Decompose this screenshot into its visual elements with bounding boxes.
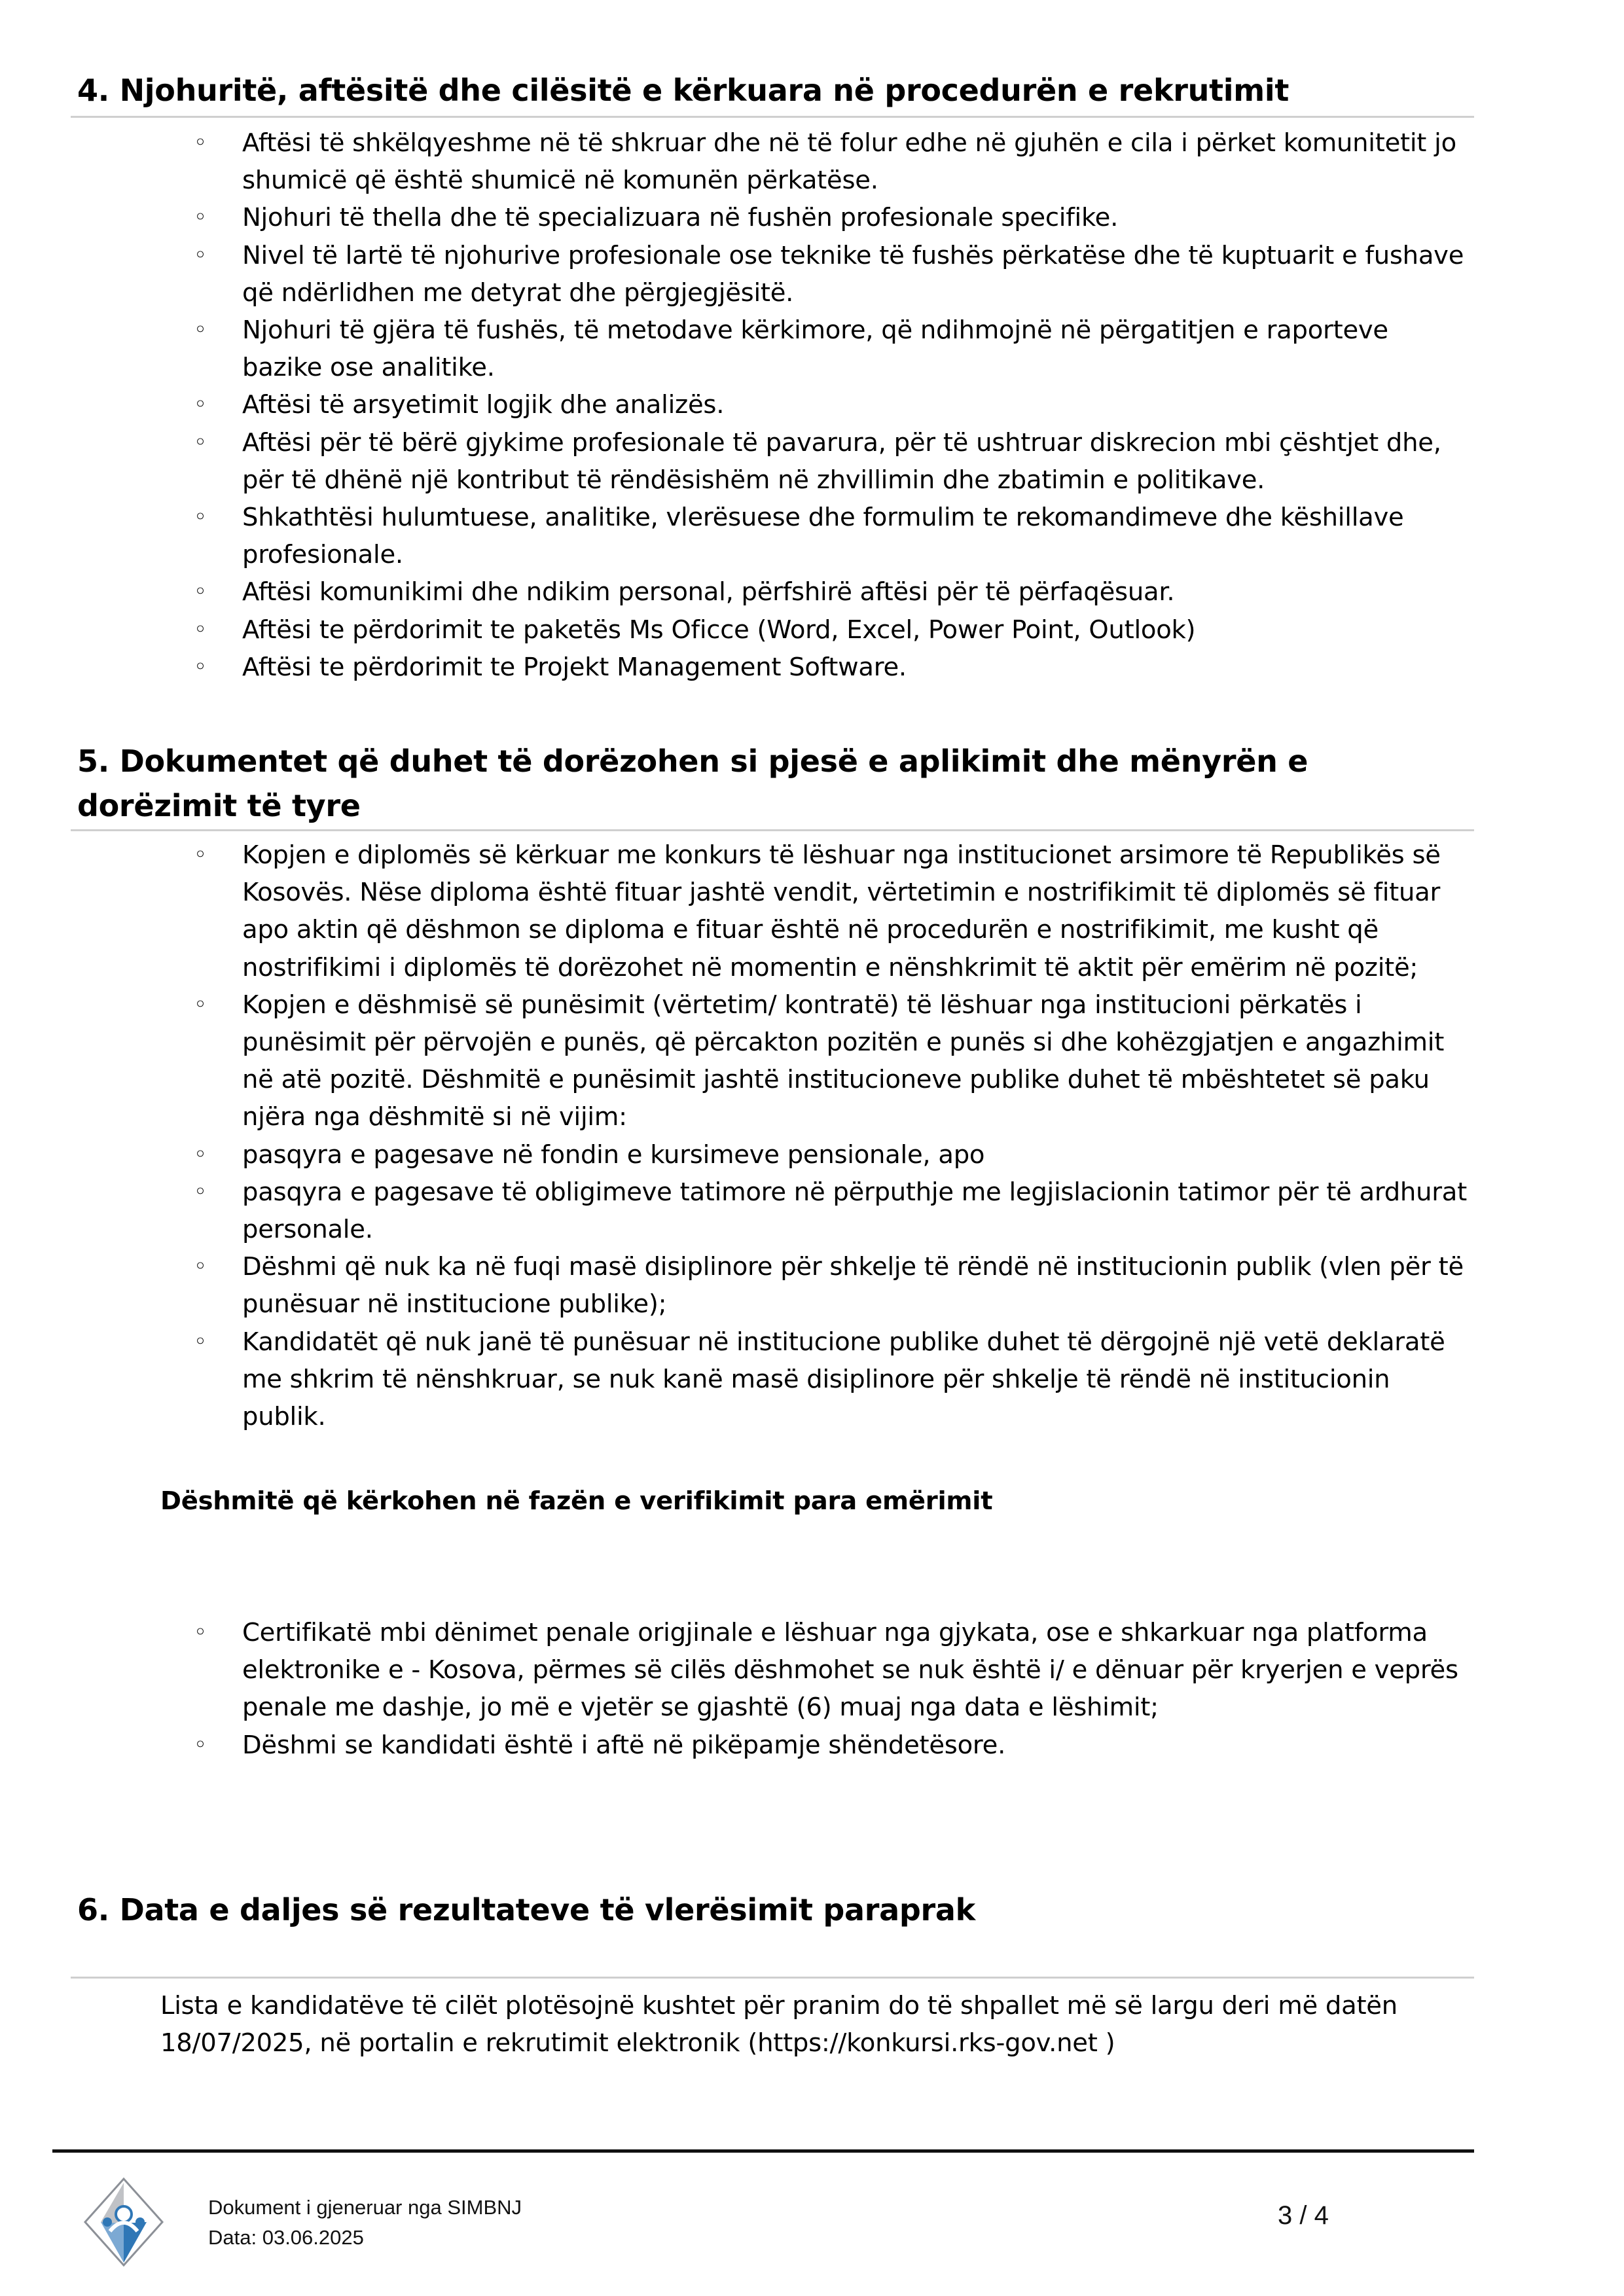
list-item-text: Njohuri të thella dhe të specializuara në fushën profesionale specifike. — [242, 203, 1119, 233]
list-item-text: Aftësi te përdorimit te paketës Ms Oficce (Word, Excel, Power Point, Outlook) — [242, 615, 1196, 645]
bullet-icon: ◦ — [194, 1253, 207, 1280]
list-item — [0, 1248, 1624, 1323]
list-item — [0, 649, 1624, 686]
bullet-icon: ◦ — [194, 391, 207, 418]
bullet-icon: ◦ — [194, 130, 207, 156]
list-item — [0, 237, 1624, 312]
list-item — [0, 611, 1624, 649]
list-item-text: pasqyra e pagesave në fondin e kursimeve pensionale, apo — [242, 1139, 985, 1170]
list-item — [0, 1174, 1624, 1248]
list-item — [0, 1136, 1624, 1174]
footer-generated-by: Dokument i gjeneruar nga SIMBNJ — [208, 2196, 522, 2219]
list-item-text: Nivel të lartë të njohurive profesionale ose teknike të fushës përkatëse dhe të kuptuarit e fushave që ndërlidhen me detyrat dhe përgjegjësitë. — [242, 240, 1464, 308]
list-item — [0, 573, 1624, 611]
bullet-icon: ◦ — [194, 579, 207, 605]
section-5-heading: 5. Dokumentet që duhet të dorëzohen si pjesë e aplikimit dhe mënyrën e dorëzimit të tyre — [77, 744, 1308, 823]
footer-info — [208, 2193, 522, 2253]
list-item-text: Shkathtësi hulumtuese, analitike, vlerësuese dhe formulim te rekomandimeve dhe këshillave profesionale. — [242, 503, 1404, 570]
list-item-text: Njohuri të gjëra të fushës, të metodave kërkimore, që ndihmojnë në përgatitjen e raporteve bazike ose analitike. — [242, 315, 1388, 383]
bullet-icon: ◦ — [194, 504, 207, 531]
list-item — [0, 312, 1624, 386]
list-item — [0, 386, 1624, 423]
list-item — [0, 1727, 1624, 1764]
list-item-text: Aftësi komunikimi dhe ndikim personal, përfshirë aftësi për të përfaqësuar. — [242, 577, 1175, 607]
bullet-icon: ◦ — [194, 242, 207, 268]
list-item — [0, 836, 1624, 986]
bullet-icon: ◦ — [194, 1178, 207, 1205]
section-6-divider — [71, 1977, 1474, 1979]
bullet-icon: ◦ — [194, 204, 207, 231]
bullet-icon: ◦ — [194, 1141, 207, 1168]
section-5-divider — [71, 829, 1474, 831]
bullet-icon: ◦ — [194, 991, 207, 1018]
section-4-divider — [71, 116, 1474, 118]
verification-list — [0, 1614, 1624, 1764]
list-item — [0, 1614, 1624, 1727]
section-4-heading: 4. Njohuritë, aftësitë dhe cilësitë e kërkuara në procedurën e rekrutimit — [77, 73, 1290, 108]
list-item-text: Aftësi të arsyetimit logjik dhe analizës. — [242, 390, 725, 420]
list-item-text: Aftësi të shkëlqyeshme në të shkruar dhe në të folur edhe në gjuhën e cila i përket komunitetit jo shumicë që është shumicë në komunën përkatëse. — [242, 128, 1456, 196]
bullet-icon: ◦ — [194, 317, 207, 344]
bullet-icon: ◦ — [194, 1731, 207, 1758]
footer-date: Data: 03.06.2025 — [208, 2226, 364, 2249]
list-item — [0, 124, 1624, 199]
page-number: 3 / 4 — [1278, 2201, 1329, 2230]
list-item — [0, 1323, 1624, 1436]
footer-divider — [52, 2149, 1474, 2153]
section-5-list — [0, 836, 1624, 1435]
list-item-text: Kandidatët që nuk janë të punësuar në institucione publike duhet të dërgojnë një vetë deklaratë me shkrim të nënshkruar, se nuk kanë masë disiplinore për shkelje të rëndë në institucionin publik. — [242, 1327, 1445, 1432]
bullet-icon: ◦ — [194, 1619, 207, 1645]
list-item — [0, 199, 1624, 236]
list-item-text: pasqyra e pagesave të obligimeve tatimore në përputhje me legjislacionin tatimor për të ardhurat personale. — [242, 1177, 1467, 1245]
list-item-text: Aftësi për të bërë gjykime profesionale të pavarura, për të ushtruar diskrecion mbi çështjet dhe, për të dhënë një kontribut të rëndësishëm në zhvillimin dhe zbatimin e politikave. — [242, 427, 1441, 495]
bullet-icon: ◦ — [194, 1328, 207, 1355]
list-item-text: Dëshmi se kandidati është i aftë në pikëpamje shëndetësore. — [242, 1730, 1006, 1760]
bullet-icon: ◦ — [194, 429, 207, 456]
list-item-text: Kopjen e diplomës së kërkuar me konkurs të lëshuar nga institucionet arsimore të Republikës së Kosovës. Nëse diploma është fituar jashtë vendit, vërtetimin e nostrifikimit të diplomës së fituar apo aktin që dëshmon se diploma e fituar është në procedurën e nostrifikimit, me kusht që nostrifikimi i diplomës të dorëzohet në momentin e nënshkrimit të aktit për emërim në pozitë; — [242, 840, 1441, 982]
section-4-list — [0, 124, 1624, 686]
list-item-text: Certifikatë mbi dënimet penale origjinale e lëshuar nga gjykata, ose e shkarkuar nga platforma elektronike e - Kosova, përmes së cilës dëshmohet se nuk është i/ e dënuar për kryerjen e veprës penale me dashje, jo më e vjetër se gjashtë (6) muaj nga data e lëshimit; — [242, 1618, 1458, 1723]
list-item — [0, 424, 1624, 499]
bullet-icon: ◦ — [194, 653, 207, 680]
simbnj-logo-icon — [81, 2176, 166, 2268]
list-item — [0, 986, 1624, 1136]
list-item-text: Dëshmi që nuk ka në fuqi masë disiplinore për shkelje të rëndë në institucionin publik (vlen për të punësuar në institucione publike); — [242, 1252, 1464, 1319]
section-6-heading: 6. Data e daljes së rezultateve të vlerësimit paraprak — [77, 1892, 975, 1928]
list-item-text: Aftësi te përdorimit te Projekt Management Software. — [242, 652, 907, 682]
list-item — [0, 499, 1624, 573]
bullet-icon: ◦ — [194, 842, 207, 868]
bullet-icon: ◦ — [194, 616, 207, 643]
list-item-text: Kopjen e dëshmisë së punësimit (vërtetim/ kontratë) të lëshuar nga institucioni përkatës i punësimit për përvojën e punës, që përcakton pozitën e punës si dhe kohëzgjatjen e angazhimit në atë pozitë. Dëshmitë e punësimit jashtë institucioneve publike duhet të mbështetet së paku njëra nga dëshmitë si në vijim: — [242, 990, 1445, 1132]
section-6-text: Lista e kandidatëve të cilët plotësojnë kushtet për pranim do të shpallet më së largu deri më datën 18/07/2025, në portalin e rekrutimit elektronik (https://konkursi.rks-gov.net ) — [160, 1991, 1398, 2058]
verification-subheading: Dëshmitë që kërkohen në fazën e verifikimit para emërimit — [160, 1486, 993, 1516]
